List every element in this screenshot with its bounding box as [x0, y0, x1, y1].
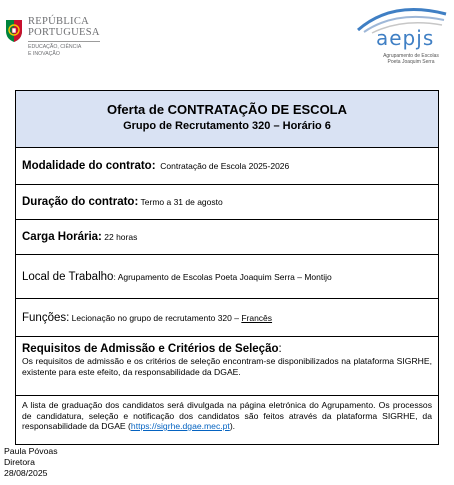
contract-modality-label: Modalidade do contrato: [22, 160, 156, 172]
functions-label: Funções: [22, 311, 70, 324]
requirements-heading [22, 342, 432, 356]
government-logo-text [28, 16, 100, 57]
functions-row [16, 299, 438, 337]
workload-value: 22 horas [101, 232, 138, 242]
signature-block [4, 446, 58, 479]
contract-duration-row [16, 185, 438, 220]
portugal-emblem-icon [4, 17, 24, 43]
contract-modality-row [16, 148, 438, 185]
workload-label: Carga Horária: [22, 231, 102, 243]
requirements-row [16, 337, 438, 396]
requirements-title: Requisitos de Admissão e Critérios de Seleção [22, 343, 279, 355]
offer-table [15, 90, 439, 445]
contract-duration-value: Termo a 31 de agosto [138, 197, 223, 207]
ministry-line1: EDUCAÇÃO, CIÊNCIA [28, 44, 82, 50]
gov-name-line2: PORTUGUESA [28, 27, 100, 38]
sigrhe-link[interactable]: https://sigrhe.dgae.mec.pt [130, 421, 230, 431]
page-header [0, 0, 454, 80]
gov-name-line1: REPÚBLICA [28, 16, 90, 27]
offer-title-row [16, 91, 438, 148]
information-end: ). [229, 421, 236, 431]
information-body: A lista de graduação dos candidatos será divulgada na página eletrónica do Agrupamento. Os processos de candidatura, seleção e notificação dos candidatos são feitos através da plataforma SIGRHE, da responsabilidade da DGAE ( [22, 400, 432, 431]
workplace-label: Local de Trabalho [22, 270, 114, 283]
requirements-title-colon: : [278, 343, 282, 355]
offer-title: Oferta de CONTRATAÇÃO DE ESCOLA [106, 102, 348, 117]
ministry-line2: E INOVAÇÃO [28, 50, 60, 57]
requirements-text: Os requisitos de admissão e os critérios de seleção encontram-se disponibilizados na plataforma SIGRHE, existente para este efeito, da responsabilidade da DGAE. [22, 356, 432, 377]
information-text [22, 400, 432, 432]
signature-date: 28/08/2025 [4, 468, 48, 478]
school-logo [352, 4, 450, 70]
contract-modality-value: Contratação de Escola 2025-2026 [155, 161, 290, 171]
workplace-row [16, 255, 438, 299]
offer-subtitle: Grupo de Recrutamento 320 – Horário 6 [123, 120, 331, 132]
functions-value: Lecionação no grupo de recrutamento 320 – [69, 312, 242, 323]
signer-name: Paula Póvoas [4, 446, 58, 456]
school-name-line2: Poeta Joaquim Serra [387, 59, 435, 65]
workload-row [16, 220, 438, 255]
school-acronym: aepjs [376, 26, 435, 50]
school-name-line1: Agrupamento de Escolas [383, 53, 439, 59]
signer-role: Diretora [4, 457, 35, 467]
workplace-value: : Agrupamento de Escolas Poeta Joaquim Serra – Montijo [113, 271, 332, 282]
functions-subject: Francês [241, 312, 273, 323]
gov-divider [28, 41, 100, 42]
contract-duration-label: Duração do contrato: [22, 196, 139, 208]
information-row [16, 396, 438, 444]
